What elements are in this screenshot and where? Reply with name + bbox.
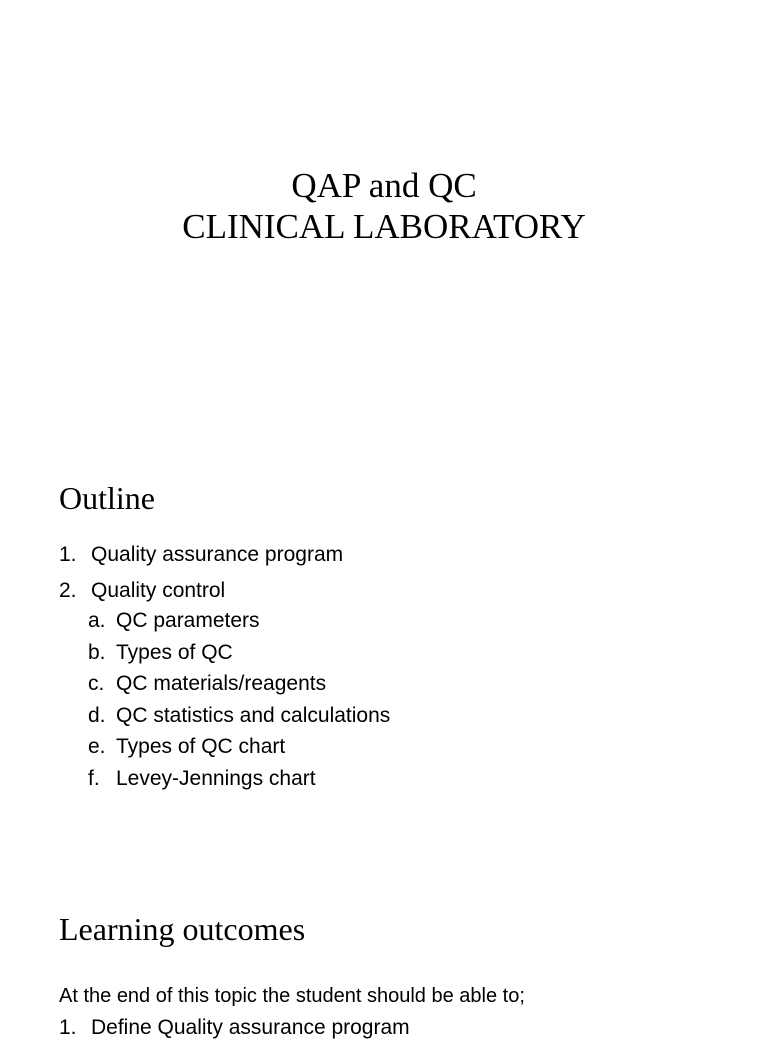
learning-outcomes-list (59, 1014, 410, 1042)
list-marker: e. (88, 735, 106, 759)
outline-sub-item (88, 702, 390, 734)
list-marker: 1. (59, 543, 77, 566)
list-marker: b. (88, 640, 106, 664)
learning-outcome-text: Define Quality assurance program (91, 1016, 410, 1039)
outline-sub-item (88, 765, 390, 797)
title-slide (0, 0, 768, 450)
outline-item (59, 541, 343, 577)
list-marker: d. (88, 703, 106, 727)
learning-outcome-item (59, 1014, 410, 1042)
outline-heading: Outline (59, 480, 155, 516)
outline-sub-item (88, 607, 390, 639)
list-marker: c. (88, 672, 105, 696)
outline-sub-item (88, 733, 390, 765)
outline-sub-item-text: QC materials/reagents (116, 672, 327, 696)
outline-slide (0, 455, 768, 865)
outline-sub-item-text: Types of QC chart (116, 735, 286, 759)
list-marker: 1. (59, 1016, 77, 1039)
outline-item-text: Quality control (91, 579, 226, 602)
outline-sub-item-text: Types of QC (116, 640, 233, 664)
outline-sub-item-text: QC statistics and calculations (116, 703, 391, 727)
learning-outcomes-intro: At the end of this topic the student should be able to; (59, 985, 525, 1007)
learning-outcomes-heading: Learning outcomes (59, 911, 306, 947)
list-marker: f. (88, 766, 100, 790)
outline-sub-item (88, 639, 390, 671)
presentation-title (0, 165, 768, 247)
outline-list (59, 541, 343, 613)
list-marker: a. (88, 609, 106, 632)
outline-sub-item-text: Levey-Jennings chart (116, 766, 316, 790)
title-line-2: CLINICAL LABORATORY (182, 207, 586, 246)
title-line-1: QAP and QC (291, 166, 477, 205)
outline-sub-item (88, 670, 390, 702)
outline-item-text: Quality assurance program (91, 543, 344, 566)
outline-sub-item-text: QC parameters (116, 609, 260, 632)
outline-sub-list (88, 607, 390, 797)
list-marker: 2. (59, 579, 77, 602)
learning-outcomes-slide (0, 890, 768, 1039)
